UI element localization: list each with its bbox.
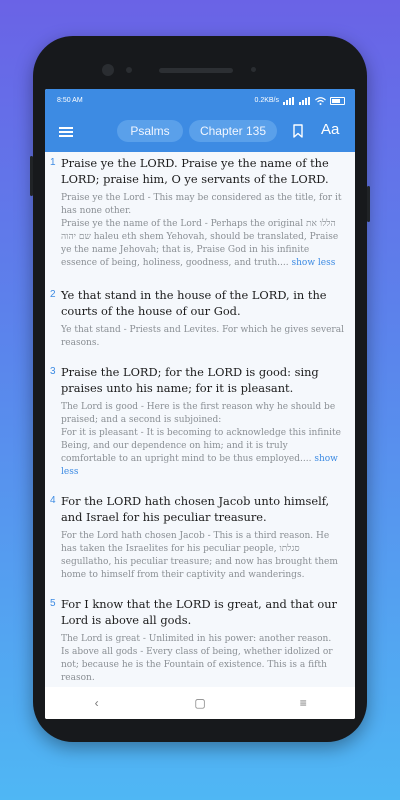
sensor-icon [126, 67, 132, 73]
chapter-selector-button[interactable]: Chapter 135 [189, 120, 277, 142]
signal-icon [299, 97, 311, 105]
book-selector-button[interactable]: Psalms [117, 120, 183, 142]
font-size-button[interactable]: Aa [321, 121, 340, 138]
commentary-text: Praise ye the Lord - This may be considered as the title, for it has none other. Praise ye the name of the Lord - Perhaps the original הללו את שם יהוה haleu eth shem Yehovah, should be translated, Praise ye the name Jehovah; that is, Praise God in his infinite essence of being, holiness, goodness, and truth.... [61, 193, 342, 268]
verse-number: 2 [50, 289, 56, 300]
show-less-link[interactable]: show less [61, 454, 338, 477]
verse-item[interactable] [45, 493, 355, 582]
verse-item[interactable] [45, 287, 355, 350]
verse-text: Praise ye the LORD. Praise ye the name of the LORD; praise him, O ye servants of the LORD. [61, 156, 329, 186]
verse-commentary [61, 324, 345, 350]
verse-number: 5 [50, 598, 56, 609]
signal-icon [283, 97, 295, 105]
verse-item[interactable] [45, 596, 355, 685]
verse-text: For the LORD hath chosen Jacob unto himself, and Israel for his peculiar treasure. [61, 494, 330, 524]
status-icons [254, 97, 345, 105]
commentary-text: The Lord is good - Here is the first reason why he should be praised; and a second is subjoined: For it is pleasant - It is becoming to acknowledge this infinite Being, and our dependence on him; and it is truly comfortable to an upright mind to be thus employed.... [61, 402, 341, 464]
commentary-text: Ye that stand - Priests and Levites. For which he gives several reasons. [61, 325, 344, 348]
network-speed: 0.2KB/s [254, 97, 279, 104]
commentary-text: For the Lord hath chosen Jacob - This is a third reason. He has taken the Israelites for his peculiar people, סגלתו segullatho, his peculiar treasure; and now has brought them home to himself from their captivity and wanderings. [61, 531, 338, 580]
home-nav-button[interactable]: ▢ [194, 696, 206, 710]
recents-nav-button[interactable]: ≡ [299, 696, 307, 710]
verse-commentary [61, 633, 345, 685]
power-button [367, 186, 370, 222]
menu-icon[interactable] [59, 126, 75, 138]
earpiece-speaker [159, 68, 233, 73]
commentary-text: The Lord is great - Unlimited in his power: another reason. Is above all gods - Every class of being, whether idolized or not; because he is the Fountain of existence. This is a fifth reason. [61, 634, 333, 683]
back-nav-button[interactable]: ‹ [94, 696, 99, 710]
sensor-icon [251, 67, 256, 72]
verse-body [61, 287, 345, 350]
status-bar [45, 89, 355, 112]
bookmark-icon[interactable] [293, 124, 303, 138]
verse-commentary [61, 401, 345, 479]
system-nav-bar [45, 687, 355, 719]
wifi-icon [315, 97, 326, 105]
battery-icon [330, 97, 345, 105]
front-camera-icon [102, 64, 114, 76]
app-toolbar [45, 112, 355, 152]
verse-text: Ye that stand in the house of the LORD, in the courts of the house of our God. [61, 288, 327, 318]
camera-area [33, 63, 367, 77]
verse-body [61, 493, 345, 582]
verse-commentary [61, 192, 345, 270]
app-screen [45, 89, 355, 719]
show-less-link[interactable]: show less [291, 258, 336, 268]
verse-commentary [61, 530, 345, 582]
verse-number: 1 [50, 157, 56, 168]
verse-body [61, 155, 345, 270]
chapter-content[interactable] [45, 152, 355, 687]
verse-number: 3 [50, 366, 56, 377]
verse-text: For I know that the LORD is great, and that our Lord is above all gods. [61, 597, 337, 627]
verse-body [61, 596, 345, 685]
verse-item[interactable] [45, 155, 355, 270]
volume-button [30, 156, 33, 196]
verse-text: Praise the LORD; for the LORD is good: sing praises unto his name; for it is pleasant. [61, 365, 319, 395]
verse-number: 4 [50, 495, 56, 506]
verse-item[interactable] [45, 364, 355, 479]
status-time: 8:50 AM [57, 97, 83, 104]
verse-body [61, 364, 345, 479]
